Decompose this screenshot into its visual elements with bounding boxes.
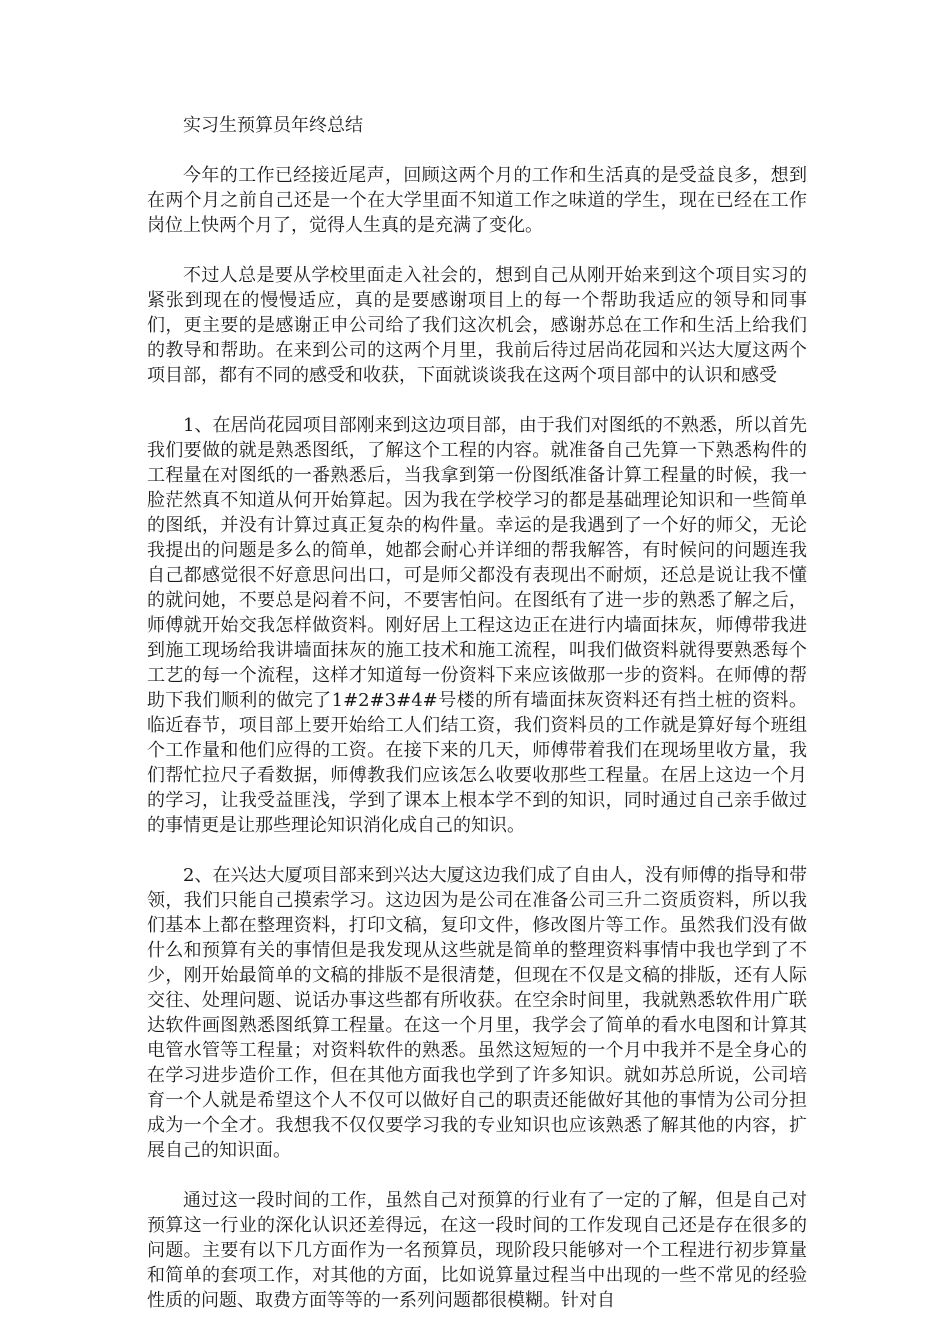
paragraph-intro: 今年的工作已经接近尾声，回顾这两个月的工作和生活真的是受益良多，想到在两个月之前自己还是一个在大学里面不知道工作之味道的学生，现在已经在工作岗位上快两个月了，觉得人生真的是充满了变化。 xyxy=(147,165,807,236)
paragraph-thanks: 不过人总是要从学校里面走入社会的，想到自己从刚开始来到这个项目实习的紧张到现在的慢慢适应，真的是要感谢项目上的每一个帮助我适应的领导和同事们，更主要的是感谢正申公司给了我们这次机会，感谢苏总在工作和生活上给我们的教导和帮助。在来到公司的这两个月里，我前后待过居尚花园和兴达大厦这两个项目部，都有不同的感受和收获，下面就谈谈我在这两个项目部中的认识和感受 xyxy=(147,265,807,386)
document-title: 实习生预算员年终总结 xyxy=(183,115,363,136)
paragraph-section-2: 2、在兴达大厦项目部来到兴达大厦这边我们成了自由人，没有师傅的指导和带领，我们只能自己摸索学习。这边因为是公司在准备公司三升二资质资料，所以我们基本上都在整理资料，打印文稿，复印文件，修改图片等工作。虽然我们没有做什么和预算有关的事情但是我发现从这些就是简单的整理资料事情中我也学到了不少，刚开始最简单的文稿的排版不是很清楚，但现在不仅是文稿的排版，还有人际交往、处理问题、说话办事这些都有所收获。在空余时间里，我就熟悉软件用广联达软件画图熟悉图纸算工程量。在这一个月里，我学会了简单的看水电图和计算其电管水管等工程量；对资料软件的熟悉。虽然这短短的一个月中我并不是全身心的在学习进步造价工作，但在其他方面我也学到了许多知识。就如苏总所说，公司培育一个人就是希望这个人不仅可以做好自己的职责还能做好其他的事情为公司分担成为一个全才。我想我不仅仅要学习我的专业知识也应该熟悉了解其他的内容，扩展自己的知识面。 xyxy=(147,865,807,1161)
paragraph-reflection: 通过这一段时间的工作，虽然自己对预算的行业有了一定的了解，但是自己对预算这一行业的深化认识还差得远，在这一段时间的工作发现自己还是存在很多的问题。主要有以下几方面作为一名预算员，现阶段只能够对一个工程进行初步算量和简单的套项工作，对其他的方面，比如说算量过程当中出现的一些不常见的经验性质的问题、取费方面等等的一系列问题都很模糊。针对自 xyxy=(147,1190,807,1311)
paragraph-section-1: 1、在居尚花园项目部刚来到这边项目部，由于我们对图纸的不熟悉，所以首先我们要做的就是熟悉图纸，了解这个工程的内容。就准备自己先算一下熟悉构件的工程量在对图纸的一番熟悉后，当我拿到第一份图纸准备计算工程量的时候，我一脸茫然真不知道从何开始算起。因为我在学校学习的都是基础理论知识和一些简单的图纸，并没有计算过真正复杂的构件量。幸运的是我遇到了一个好的师父，无论我提出的问题是多么的简单，她都会耐心并详细的帮我解答，有时候问的问题连我自己都感觉很不好意思问出口，可是师父都没有表现出不耐烦，还总是说让我不懂的就问她，不要总是闷着不问，不要害怕问。在图纸有了进一步的熟悉了解之后，师傅就开始交我怎样做资料。刚好居上工程这边正在进行内墙面抹灰，师傅带我进到施工现场给我讲墙面抹灰的施工技术和施工流程，叫我们做资料就得要熟悉每个工艺的每一个流程，这样才知道每一份资料下来应该做那一步的资料。在师傅的帮助下我们顺利的做完了1#2#3#4#号楼的所有墙面抹灰资料还有挡土桩的资料。临近春节，项目部上要开始给工人们结工资，我们资料员的工作就是算好每个班组个工作量和他们应得的工资。在接下来的几天，师傅带着我们在现场里收方量，我们帮忙拉尺子看数据，师傅教我们应该怎么收要收那些工程量。在居上这边一个月的学习，让我受益匪浅，学到了课本上根本学不到的知识，同时通过自己亲手做过的事情更是让那些理论知识消化成自己的知识。 xyxy=(147,415,807,836)
document-body xyxy=(147,113,807,1338)
